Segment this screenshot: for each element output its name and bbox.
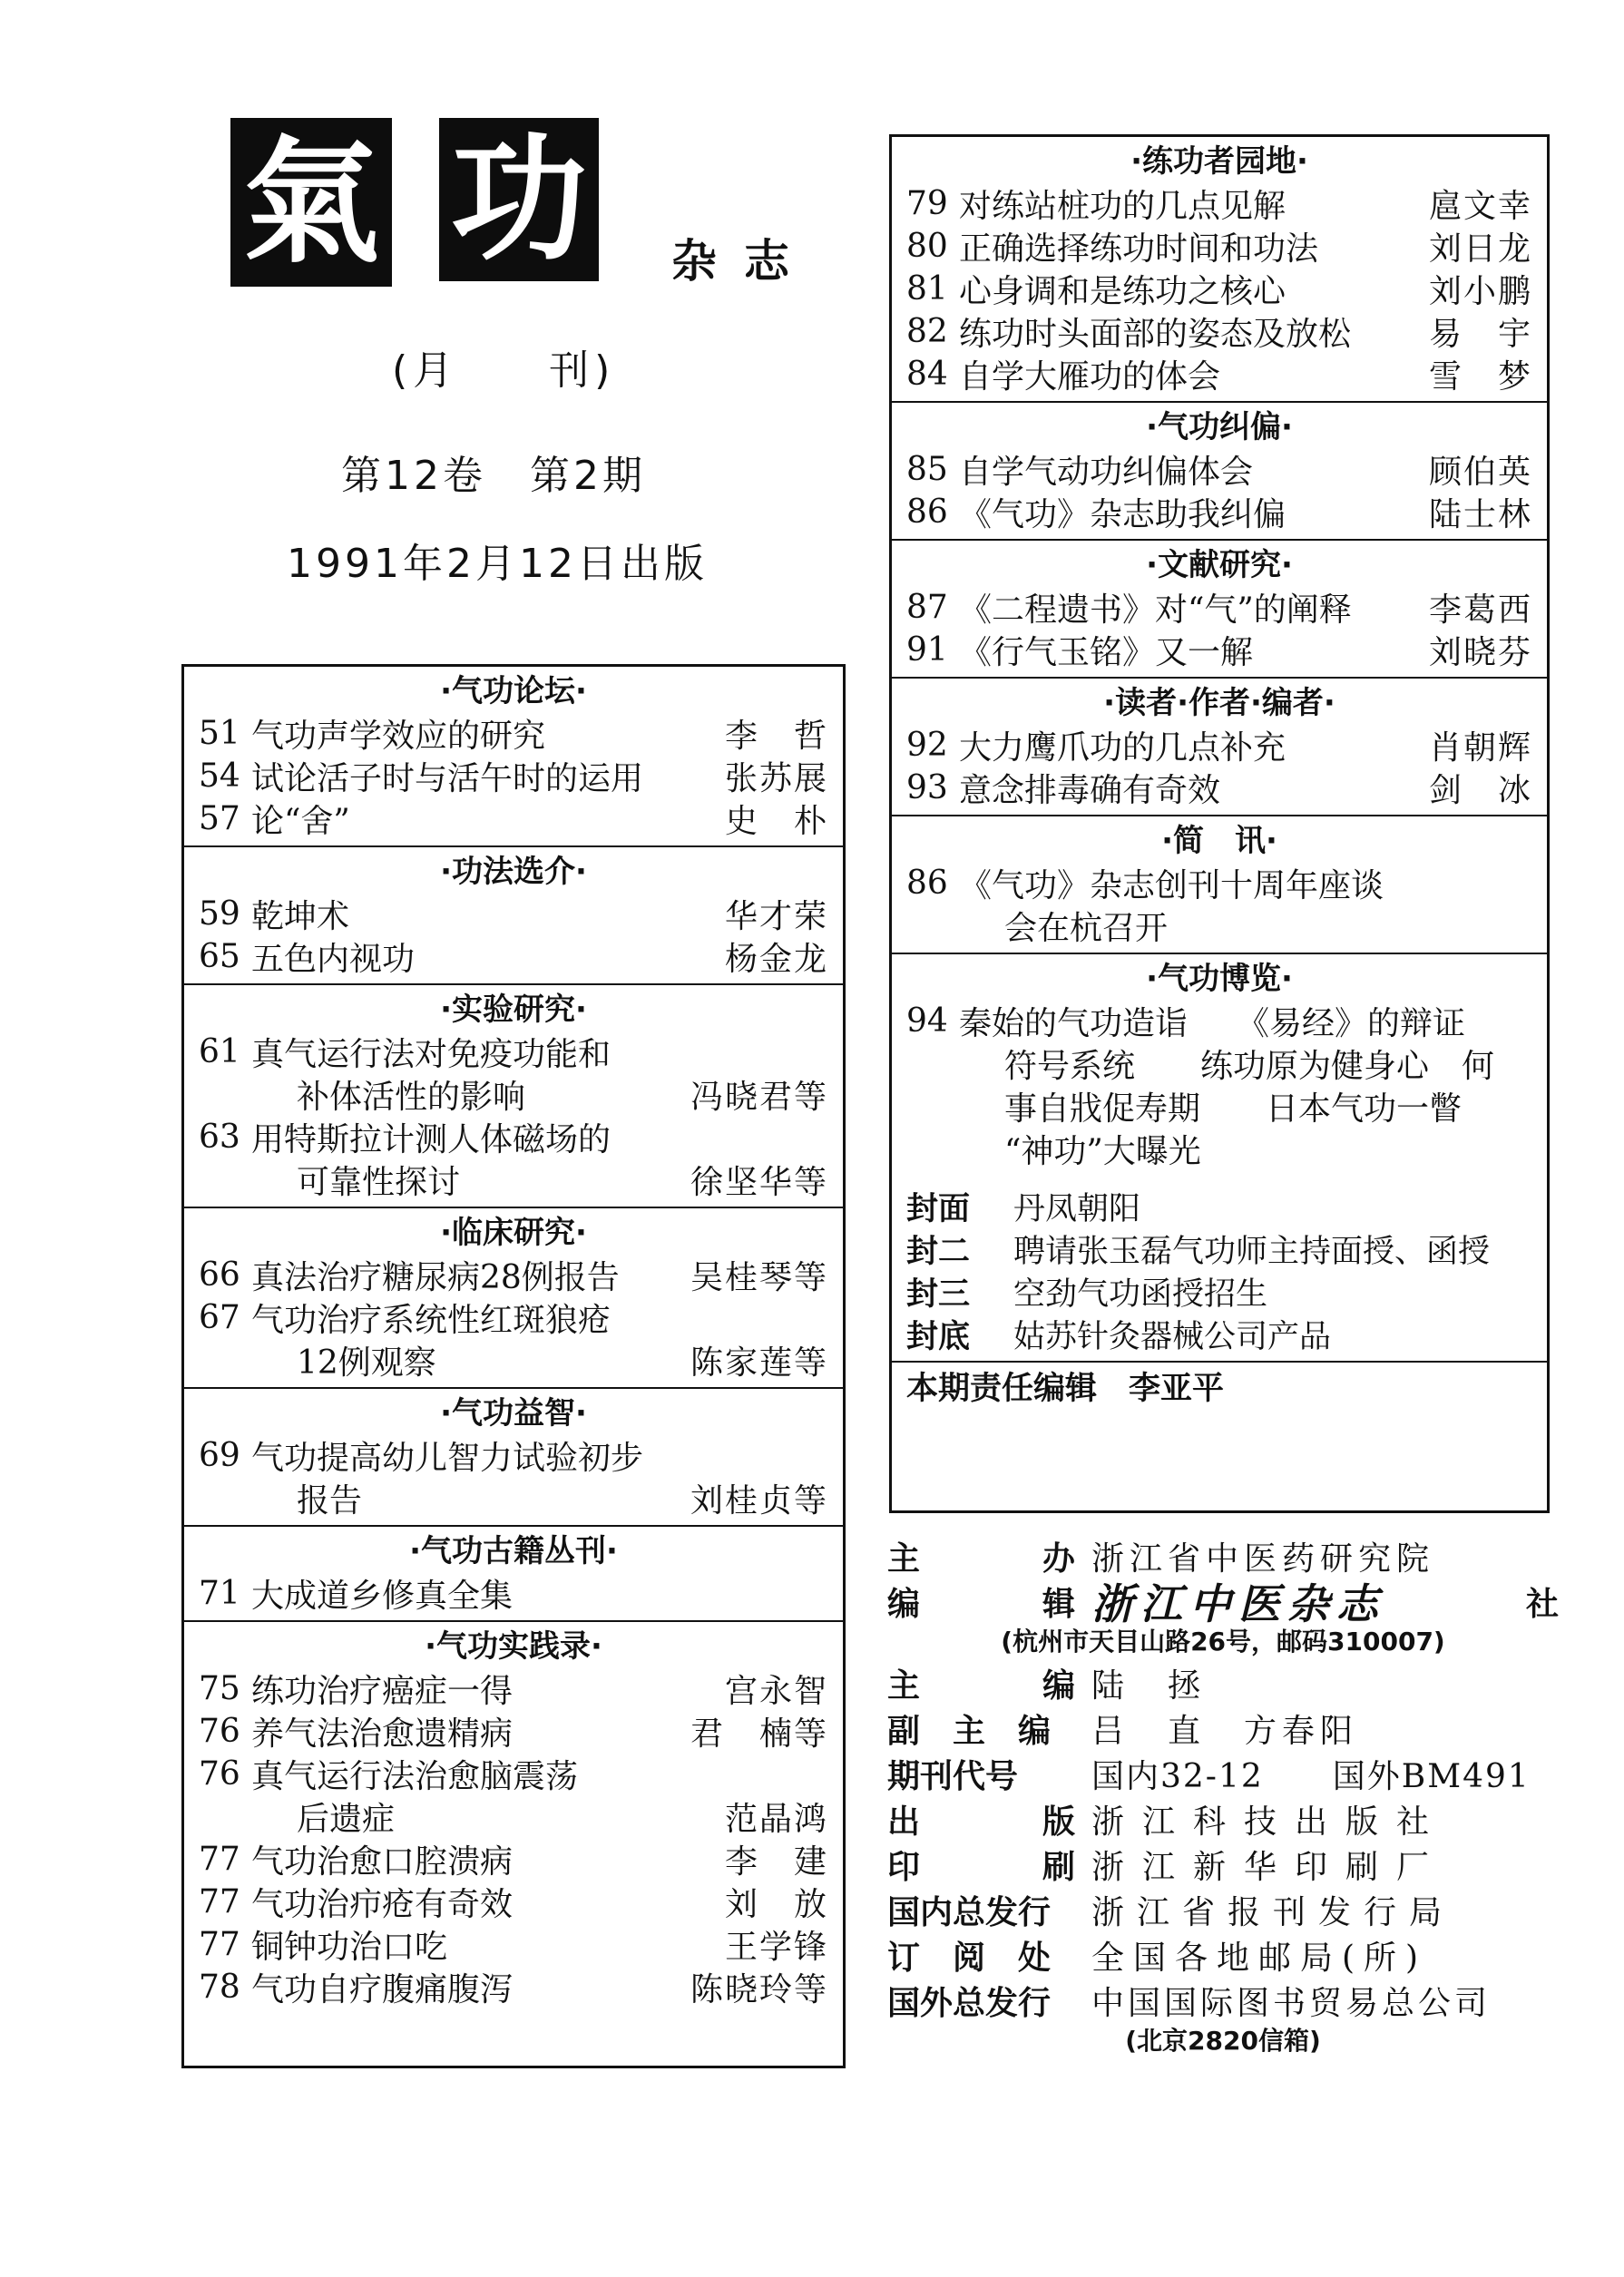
toc-section (184, 985, 843, 1208)
entry-page-number: 76 (199, 1713, 240, 1750)
entry-page-number: 82 (906, 313, 948, 350)
imprint-label: 订 阅 处 (887, 1939, 1052, 1977)
entry-page-number: 84 (906, 356, 948, 393)
section-heading: ·气功实践录· (425, 1628, 602, 1665)
entry-author: 刘日龙 (1428, 230, 1532, 268)
entry-title: 气功自疗腹痛腹泻 (251, 1971, 514, 2008)
entry-page-number: 77 (199, 1926, 240, 1963)
toc-entry (199, 1477, 828, 1520)
imprint-value: 陆 拯 (1091, 1666, 1207, 1705)
section-heading: ·练功者园地· (1130, 143, 1308, 180)
entry-title: “神功”大曝光 (1004, 1133, 1201, 1170)
toc-entry (906, 1000, 1532, 1042)
entry-page-number: 86 (906, 865, 948, 902)
entry-title: 会在杭召开 (1004, 910, 1169, 947)
entry-author: 张苏展 (724, 760, 828, 797)
toc-entry (199, 712, 828, 755)
section-heading: ·气功论坛· (440, 673, 587, 709)
imprint-foreign-distributor (887, 1978, 1559, 2023)
left-table-of-contents (181, 664, 846, 2068)
entry-author: 冯晓君等 (690, 1079, 828, 1116)
imprint-block (887, 1533, 1559, 2059)
entry-page-number: 86 (906, 494, 948, 531)
toc-entry (199, 893, 828, 935)
toc-entry (906, 1085, 1532, 1128)
entry-author: 陈晓玲等 (690, 1971, 828, 2008)
logo-char-qi: 氣 (242, 122, 379, 282)
entry-title: 五色内视功 (251, 941, 416, 978)
toc-entry (199, 1339, 828, 1382)
entry-title: 符号系统 练功原为健身心 何 (1004, 1048, 1495, 1085)
imprint-value: 中国国际图书贸易总公司 (1091, 1984, 1492, 2022)
toc-section (892, 679, 1547, 816)
toc-entry (199, 1254, 828, 1296)
imprint-value: 全国各地邮局(所) (1091, 1939, 1428, 1977)
entry-title: 对练站桩功的几点见解 (959, 188, 1286, 225)
entry-author: 宫永智 (724, 1673, 828, 1710)
entry-title: 大力鹰爪功的几点补充 (959, 729, 1286, 767)
editor-name: 李亚平 (1129, 1371, 1225, 1407)
imprint-editorial-office-calligraphy: 浙江中医杂志 (1091, 1579, 1385, 1628)
editor-label: 本期责任编辑 (906, 1371, 1098, 1407)
imprint-deputy-editor (887, 1705, 1559, 1751)
entry-page-number: 79 (906, 185, 948, 222)
cover-label: 封二 (906, 1232, 971, 1270)
toc-entry (906, 586, 1532, 629)
entry-title: 气功治疖疮有奇效 (251, 1886, 514, 1923)
entry-author: 刘 放 (724, 1886, 828, 1923)
imprint-subscription (887, 1932, 1559, 1978)
entry-author: 刘桂贞等 (690, 1482, 828, 1520)
entry-author: 陆士林 (1428, 496, 1532, 533)
section-heading: ·简 讯· (1161, 823, 1277, 859)
section-heading: ·气功纠偏· (1146, 409, 1293, 445)
masthead-logo-gong (439, 118, 599, 281)
entry-title: 练功时头面部的姿态及放松 (959, 316, 1352, 353)
entry-author: 刘小鹏 (1428, 273, 1532, 310)
entry-page-number: 75 (199, 1670, 240, 1707)
imprint-address: (杭州市天目山路26号，邮码310007) (1001, 1627, 1445, 1656)
entry-page-number: 85 (906, 451, 948, 488)
right-sections (892, 137, 1547, 1176)
imprint-chief-editor (887, 1660, 1559, 1705)
toc-entry (199, 1710, 828, 1753)
entry-author: 范晶鸿 (724, 1801, 828, 1838)
toc-entry (199, 1158, 828, 1201)
entry-page-number: 87 (906, 589, 948, 626)
cover-label: 封面 (906, 1189, 971, 1227)
imprint-po-box: (北京2820信箱) (1125, 2026, 1321, 2056)
imprint-label: 编 辑 (887, 1585, 1075, 1623)
entry-page-number: 61 (199, 1033, 240, 1070)
entry-title: 练功治疗癌症一得 (251, 1673, 514, 1710)
toc-section (184, 1527, 843, 1622)
toc-entry (906, 862, 1532, 904)
toc-section (892, 541, 1547, 679)
toc-entry (199, 1031, 828, 1073)
entry-author: 李 建 (724, 1843, 828, 1881)
toc-entry (199, 1795, 828, 1838)
toc-entry (906, 268, 1532, 310)
entry-page-number: 66 (199, 1256, 240, 1294)
cover-info-row (906, 1270, 1532, 1313)
entry-title: 《气功》杂志助我纠偏 (959, 496, 1286, 533)
entry-title: 《行气玉铭》又一解 (959, 634, 1254, 671)
entry-author: 扈文幸 (1428, 188, 1532, 225)
entry-author: 李 哲 (724, 718, 828, 755)
section-heading: ·气功博览· (1146, 961, 1293, 997)
toc-entry (906, 353, 1532, 396)
entry-title: 大成道乡修真全集 (251, 1578, 514, 1615)
entry-author: 徐坚华等 (690, 1164, 828, 1201)
entry-title: 气功提高幼儿智力试验初步 (251, 1440, 644, 1477)
entry-page-number: 92 (906, 727, 948, 764)
entry-page-number: 63 (199, 1119, 240, 1156)
cover-label: 封底 (906, 1317, 971, 1355)
cover-label: 封三 (906, 1275, 971, 1313)
toc-entry (199, 755, 828, 797)
toc-section (184, 667, 843, 847)
entry-page-number: 57 (199, 800, 240, 837)
cover-text: 姑苏针灸器械公司产品 (1013, 1318, 1332, 1355)
imprint-value: 浙江省报刊发行局 (1091, 1893, 1455, 1931)
toc-section (892, 403, 1547, 541)
publish-date: 1991年2月12日出版 (287, 541, 708, 587)
toc-entry (199, 1116, 828, 1158)
entry-title: 《二程遗书》对“气”的阐释 (959, 591, 1352, 629)
entry-title: 气功声学效应的研究 (251, 718, 546, 755)
toc-section (892, 137, 1547, 403)
entry-page-number: 81 (906, 270, 948, 308)
entry-title: 真法治疗糖尿病28例报告 (251, 1259, 620, 1296)
entry-page-number: 76 (199, 1755, 240, 1793)
toc-entry (199, 1881, 828, 1923)
section-heading: ·气功古籍丛刊· (409, 1533, 618, 1569)
entry-author: 易 宇 (1428, 316, 1532, 353)
toc-entry (906, 225, 1532, 268)
cover-text: 丹凤朝阳 (1013, 1190, 1141, 1227)
entry-page-number: 59 (199, 895, 240, 933)
toc-entry (906, 629, 1532, 671)
entry-page-number: 94 (906, 1002, 948, 1040)
entry-author: 杨金龙 (724, 941, 828, 978)
section-heading: ·实验研究· (440, 992, 587, 1028)
entry-title: 心身调和是练功之核心 (959, 273, 1286, 310)
toc-entry (199, 935, 828, 978)
toc-section (184, 1208, 843, 1389)
entry-title: 真气运行法对免疫功能和 (251, 1036, 611, 1073)
toc-entry (199, 1434, 828, 1477)
toc-entry (906, 310, 1532, 353)
toc-entry (199, 1966, 828, 2008)
entry-title: 可靠性探讨 (297, 1164, 461, 1201)
entry-page-number: 65 (199, 938, 240, 975)
toc-entry (906, 1042, 1532, 1085)
entry-page-number: 77 (199, 1883, 240, 1920)
imprint-domestic-distributor (887, 1887, 1559, 1932)
entry-author: 雪 梦 (1428, 358, 1532, 396)
toc-section (892, 816, 1547, 954)
entry-title: 事自戕促寿期 日本气功一瞥 (1004, 1090, 1463, 1128)
entry-title: 秦始的气功造诣 《易经》的辩证 (959, 1005, 1466, 1042)
entry-title: 正确选择练功时间和功法 (959, 230, 1319, 268)
section-heading: ·功法选介· (440, 854, 587, 890)
imprint-code (887, 1751, 1559, 1796)
toc-section (184, 847, 843, 985)
entry-title: 后遗症 (297, 1801, 396, 1838)
imprint-editing (887, 1578, 1559, 1628)
entry-author: 剑 冰 (1428, 772, 1532, 809)
entry-title: 养气法治愈遗精病 (251, 1715, 514, 1753)
imprint-label: 主 办 (887, 1539, 1075, 1578)
cover-info-row (906, 1185, 1532, 1227)
entry-page-number: 67 (199, 1299, 240, 1336)
imprint-publisher (887, 1796, 1559, 1842)
entry-author: 顾伯英 (1428, 454, 1532, 491)
entry-title: 用特斯拉计测人体磁场的 (251, 1121, 611, 1158)
editor-in-charge (892, 1363, 1547, 1415)
imprint-value: 国内32-12 国外BM491 (1091, 1757, 1531, 1795)
toc-section (184, 1389, 843, 1527)
entry-page-number: 93 (906, 769, 948, 806)
section-heading: ·气功益智· (440, 1395, 587, 1432)
imprint-value: 吕 直 方春阳 (1091, 1712, 1359, 1750)
entry-title: 乾坤术 (251, 898, 350, 935)
section-heading: ·临床研究· (440, 1215, 587, 1251)
toc-entry (906, 448, 1532, 491)
entry-title: 报告 (297, 1482, 363, 1520)
entry-title: 气功治愈口腔溃病 (251, 1843, 514, 1881)
toc-entry (906, 182, 1532, 225)
imprint-value: 浙江新华印刷厂 (1091, 1848, 1448, 1886)
toc-entry (199, 797, 828, 840)
masthead-logo-qi (230, 118, 392, 287)
imprint-label: 副 主 编 (887, 1712, 1052, 1750)
imprint-value: 浙江科技出版社 (1091, 1803, 1448, 1841)
entry-title: 自学大雁功的体会 (959, 358, 1221, 396)
imprint-label: 期刊代号 (887, 1757, 1019, 1795)
entry-title: 试论活子时与活午时的运用 (251, 760, 644, 797)
entry-title: 12例观察 (297, 1344, 436, 1382)
toc-entry (199, 1838, 828, 1881)
toc-entry (906, 724, 1532, 767)
entry-title: 《气功》杂志创刊十周年座谈 (959, 867, 1384, 904)
entry-title: 气功治疗系统性红斑狼疮 (251, 1302, 611, 1339)
right-table-of-contents (889, 134, 1550, 1513)
entry-author: 李葛西 (1428, 591, 1532, 629)
cover-text: 空劲气功函授招生 (1013, 1275, 1268, 1313)
imprint-label: 主 编 (887, 1666, 1075, 1705)
toc-entry (906, 904, 1532, 947)
section-heading: ·文献研究· (1146, 547, 1293, 583)
entry-author: 王学锋 (724, 1929, 828, 1966)
imprint-label: 国内总发行 (887, 1893, 1052, 1931)
entry-page-number: 91 (906, 631, 948, 669)
entry-title: 论“舍” (251, 803, 350, 840)
imprint-value: 浙江省中医药研究院 (1091, 1539, 1435, 1578)
imprint-suffix: 社 (1525, 1585, 1559, 1623)
cover-info-row (906, 1313, 1532, 1355)
entry-title: 自学气动功纠偏体会 (959, 454, 1254, 491)
imprint-label: 国外总发行 (887, 1984, 1052, 2022)
entry-page-number: 69 (199, 1437, 240, 1474)
toc-entry (199, 1296, 828, 1339)
entry-page-number: 80 (906, 228, 948, 265)
toc-section (892, 954, 1547, 1176)
toc-entry (199, 1073, 828, 1116)
toc-entry (199, 1667, 828, 1710)
entry-page-number: 54 (199, 757, 240, 795)
toc-entry (199, 1753, 828, 1795)
imprint-label: 出 版 (887, 1803, 1075, 1841)
cover-info-section (892, 1176, 1547, 1363)
section-heading: ·读者·作者·编者· (1103, 685, 1335, 721)
entry-page-number: 51 (199, 715, 240, 752)
entry-title: 意念排毒确有奇效 (959, 772, 1221, 809)
entry-author: 君 楠等 (690, 1715, 828, 1753)
toc-entry (906, 1128, 1532, 1170)
entry-page-number: 78 (199, 1969, 240, 2006)
frequency-label: (月 刊) (392, 347, 616, 394)
entry-author: 刘晓芬 (1428, 634, 1532, 671)
entry-author: 陈家莲等 (690, 1344, 828, 1382)
entry-page-number: 71 (199, 1575, 240, 1612)
entry-page-number: 77 (199, 1841, 240, 1878)
logo-char-gong: 功 (450, 120, 587, 279)
entry-title: 铜钟功治口吃 (251, 1929, 448, 1966)
entry-title: 补体活性的影响 (297, 1079, 526, 1116)
cover-info-row (906, 1227, 1532, 1270)
entry-author: 史 朴 (724, 803, 828, 840)
entry-author: 华才荣 (724, 898, 828, 935)
magazine-word: 杂志 (671, 235, 817, 288)
toc-entry (199, 1923, 828, 1966)
toc-entry (906, 767, 1532, 809)
cover-text: 聘请张玉磊气功师主持面授、函授 (1013, 1233, 1491, 1270)
toc-section (184, 1622, 843, 2014)
toc-entry (906, 491, 1532, 533)
imprint-label: 印 刷 (887, 1848, 1075, 1886)
toc-entry (199, 1572, 828, 1615)
entry-title: 真气运行法治愈脑震荡 (251, 1758, 579, 1795)
imprint-printer (887, 1842, 1559, 1887)
volume-issue: 第12卷 第2期 (341, 453, 646, 499)
entry-author: 肖朝辉 (1428, 729, 1532, 767)
entry-author: 吴桂琴等 (690, 1259, 828, 1296)
